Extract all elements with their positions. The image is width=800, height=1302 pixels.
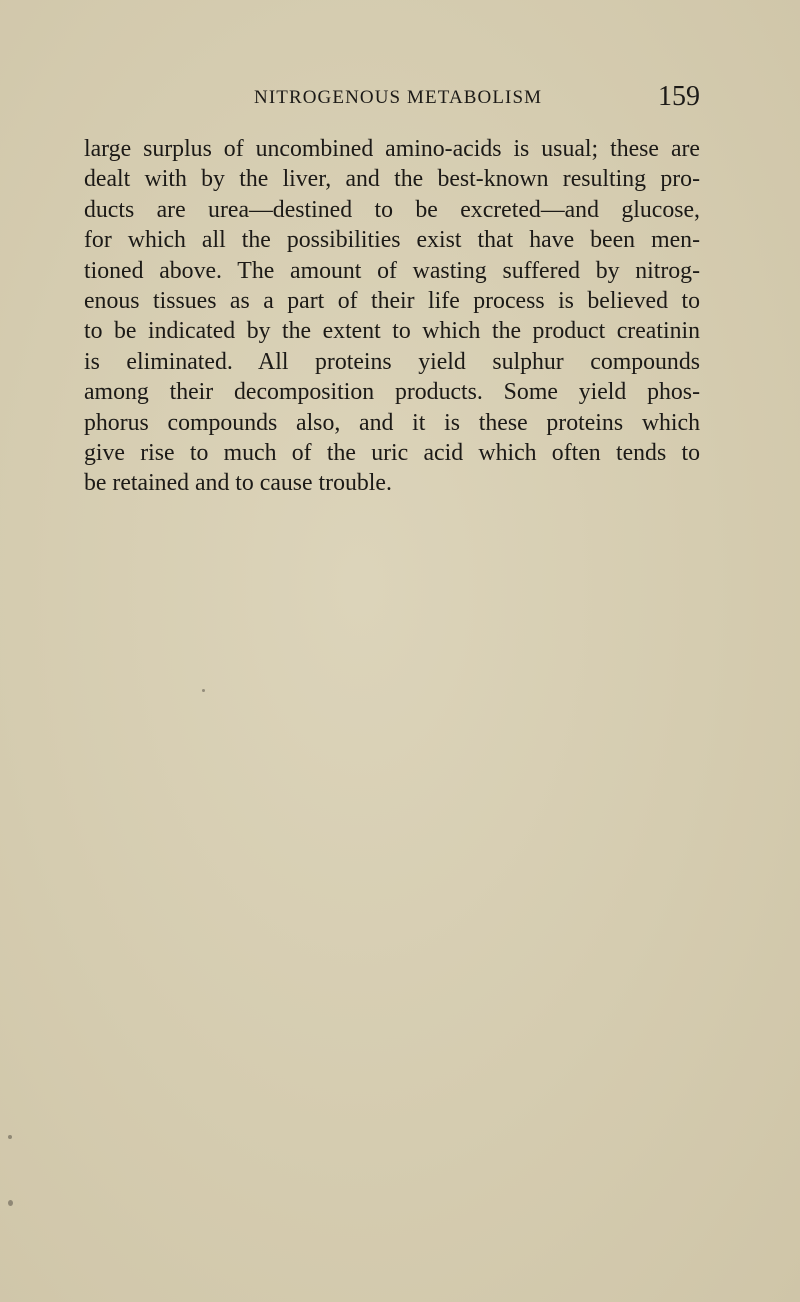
- paper-speck: [8, 1200, 13, 1206]
- text-line: large surplus of uncombined amino-acids is usual; these are: [84, 136, 700, 162]
- page-number: 159: [658, 81, 700, 112]
- text-line: tioned above. The amount of wasting suffered by nitrog-: [84, 257, 700, 284]
- body-paragraph: [84, 134, 700, 499]
- paper-speck: [202, 689, 205, 692]
- text-line: give rise to much of the uric acid which often tends to: [84, 440, 700, 467]
- text-line: among their decomposition products. Some yield phos-: [84, 379, 700, 406]
- running-head: [84, 81, 700, 115]
- text-line: enous tissues as a part of their life process is believed to: [84, 288, 700, 315]
- text-line: for which all the possibilities exist that have been men-: [84, 227, 700, 254]
- paper-speck: [8, 1135, 12, 1139]
- text-line: dealt with by the liver, and the best-known resulting pro-: [84, 166, 700, 193]
- text-line: is eliminated. All proteins yield sulphur compounds: [84, 348, 700, 375]
- text-line: be retained and to cause trouble.: [84, 470, 392, 497]
- text-line: phorus compounds also, and it is these proteins which: [84, 409, 700, 436]
- text-line: to be indicated by the extent to which the product creatinin: [84, 318, 700, 345]
- running-title: NITROGENOUS METABOLISM: [254, 87, 543, 108]
- text-line: ducts are urea—destined to be excreted—and glucose,: [84, 196, 700, 223]
